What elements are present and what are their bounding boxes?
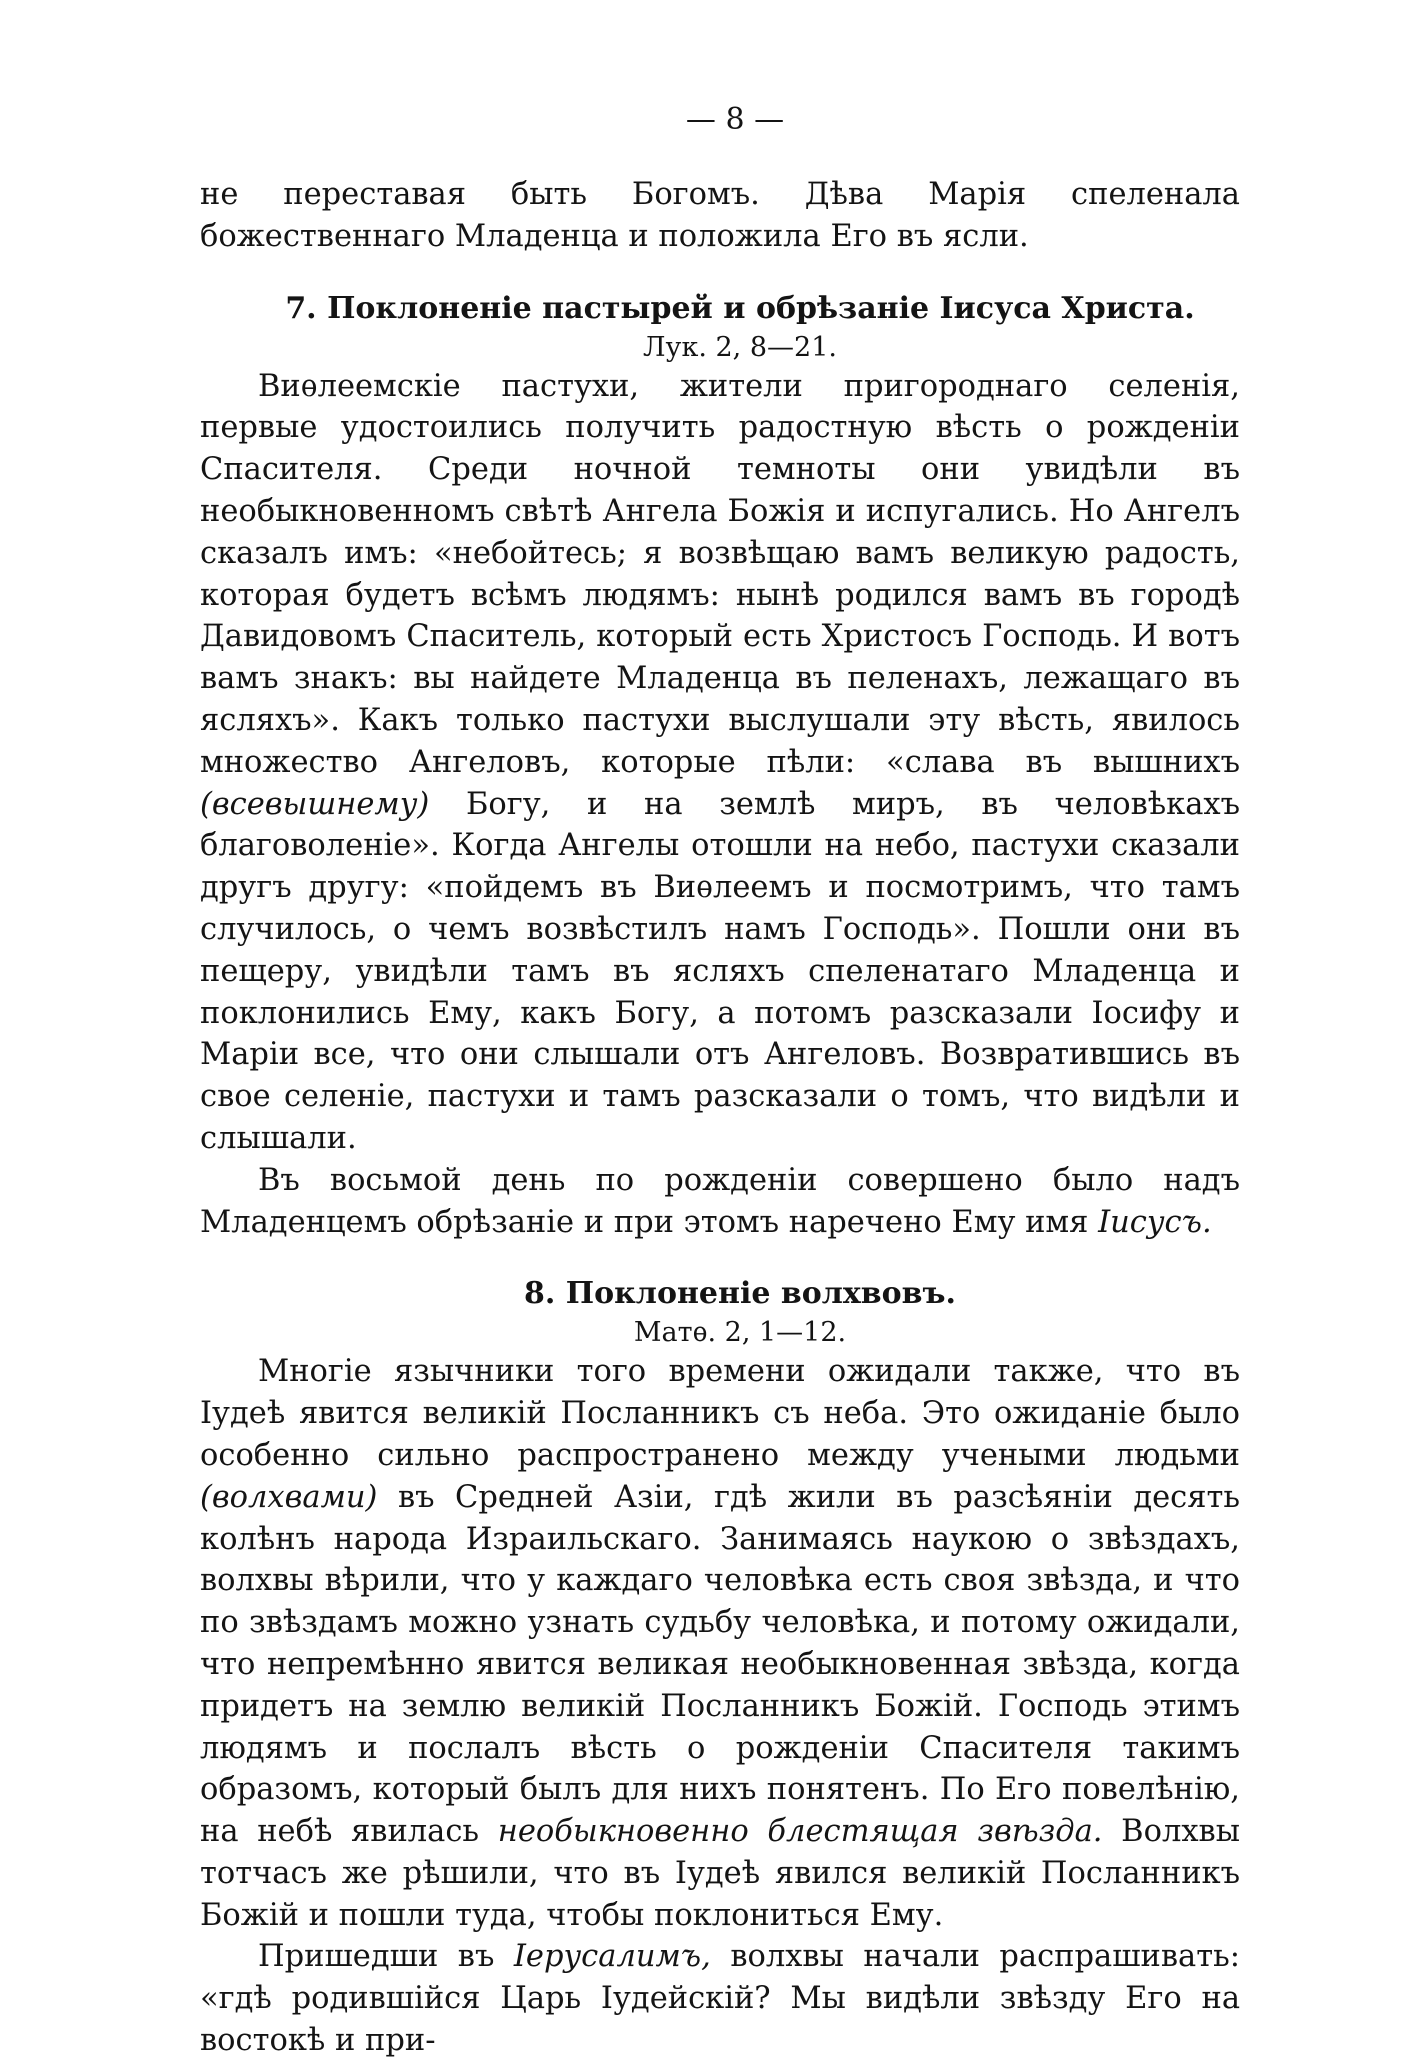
section-7-p2-text-1: Въ восьмой день по рожденіи совершено было надъ Младенцемъ обрѣзаніе и при этомъ наречено Ему имя [200, 1162, 1240, 1240]
section-7-paragraph-2 [200, 1160, 1240, 1244]
spacer [200, 1243, 1240, 1273]
section-7-p2-italic-1: Іисусъ. [1098, 1204, 1212, 1240]
section-8-p1-text-3: Волхвы тотчасъ же рѣшили, что въ Іудеѣ явился великій Посланникъ Божій и пошли туда, чтобы поклониться Ему. [200, 1814, 1240, 1933]
section-8-p2-text-2: волхвы начали распрашивать: «гдѣ родившійся Царь Іудейскій? Мы видѣли звѣзду Его на востокѣ и при- [200, 1939, 1240, 2059]
intro-line-1: не переставая быть Богомъ. Дѣва Марія спеленала божественнаго [200, 177, 1240, 254]
section-8-p1-text-1: Многіе язычники того времени ожидали также, что въ Іудеѣ явится великій Посланникъ съ неба. Это ожиданіе было особенно сильно распространено между учеными людьми [200, 1354, 1240, 1473]
section-8-p1-italic-1: (волхвами) [200, 1479, 378, 1515]
section-8-p2-text-1: Пришедши въ [258, 1939, 495, 1975]
intro-paragraph [200, 174, 1240, 258]
section-8-heading: 8. Поклоненіе волхвовъ. [524, 1276, 956, 1312]
section-7-paragraph-1 [200, 366, 1240, 1160]
section-7-p1-italic-1: (всевышнему) [200, 786, 430, 822]
section-7-reference: Лук. 2, 8—21. [643, 331, 837, 363]
spacer [200, 258, 1240, 288]
intro-line-2: Младенца и положила Его въ ясли. [454, 218, 1029, 254]
section-8-reference: Матѳ. 2, 1—12. [633, 1317, 847, 1349]
page-number: — 8 — [685, 102, 785, 137]
section-7-p1-text-2: Богу, и на землѣ миръ, въ человѣкахъ благоволеніе». Когда Ангелы отошли на небо, пастухи сказали другъ другу: «пойдемъ въ Виѳлеемъ и посмотримъ, что тамъ случилось, о чемъ возвѣстилъ намъ Господь». Пошли они въ пещеру, увидѣли тамъ въ ясляхъ спеленатаго Младенца и поклонились Ему, какъ Богу, а потомъ разсказали Іосифу и Маріи все, что они слышали отъ Ангеловъ. Возвратившись въ свое селеніе, пастухи и тамъ разсказали о томъ, что видѣли и слышали. [200, 786, 1240, 1156]
section-8-p1-italic-2: необыкновенно блестящая звѣзда. [497, 1814, 1103, 1850]
section-8-paragraph-1 [200, 1351, 1240, 1936]
section-8-p2-italic-1: Іерусалимъ, [513, 1939, 711, 1975]
section-7-heading: 7. Поклоненіе пастырей и обрѣзаніе Іисуса Христа. [285, 290, 1195, 326]
book-page [200, 100, 1240, 2062]
section-7-p1-text-1: Виѳлеемскіе пастухи, жители пригороднаго селенія, первые удостоились получить радостную вѣсть о рожденіи Спасителя. Среди ночной темноты они увидѣли въ необыкновенномъ свѣтѣ Ангела Божія и испугались. Но Ангелъ сказалъ имъ: «небойтесь; я возвѣщаю вамъ великую радость, которая будетъ всѣмъ людямъ: нынѣ родился вамъ въ городѣ Давидовомъ Спаситель, который есть Христосъ Господь. И вотъ вамъ знакъ: вы найдете Младенца въ пеленахъ, лежащаго въ ясляхъ». Какъ только пастухи выслушали эту вѣсть, явилось множество Ангеловъ, которые пѣли: «слава въ вышнихъ [200, 368, 1240, 780]
section-8-paragraph-2 [200, 1936, 1240, 2061]
section-8-p1-text-2: въ Средней Азіи, гдѣ жили въ разсѣяніи десять колѣнъ народа Израильскаго. Занимаясь наукою о звѣздахъ, волхвы вѣрили, что у каждаго человѣка есть своя звѣзда, и что по звѣздамъ можно узнать судьбу человѣка, и потому ожидали, что непремѣнно явится великая необыкновенная звѣзда, когда придетъ на землю великій Посланникъ Божій. Господь этимъ людямъ и послалъ вѣсть о рожденіи Спасителя такимъ образомъ, который былъ для нихъ понятенъ. По Его повелѣнію, на небѣ явилась [200, 1479, 1240, 1850]
